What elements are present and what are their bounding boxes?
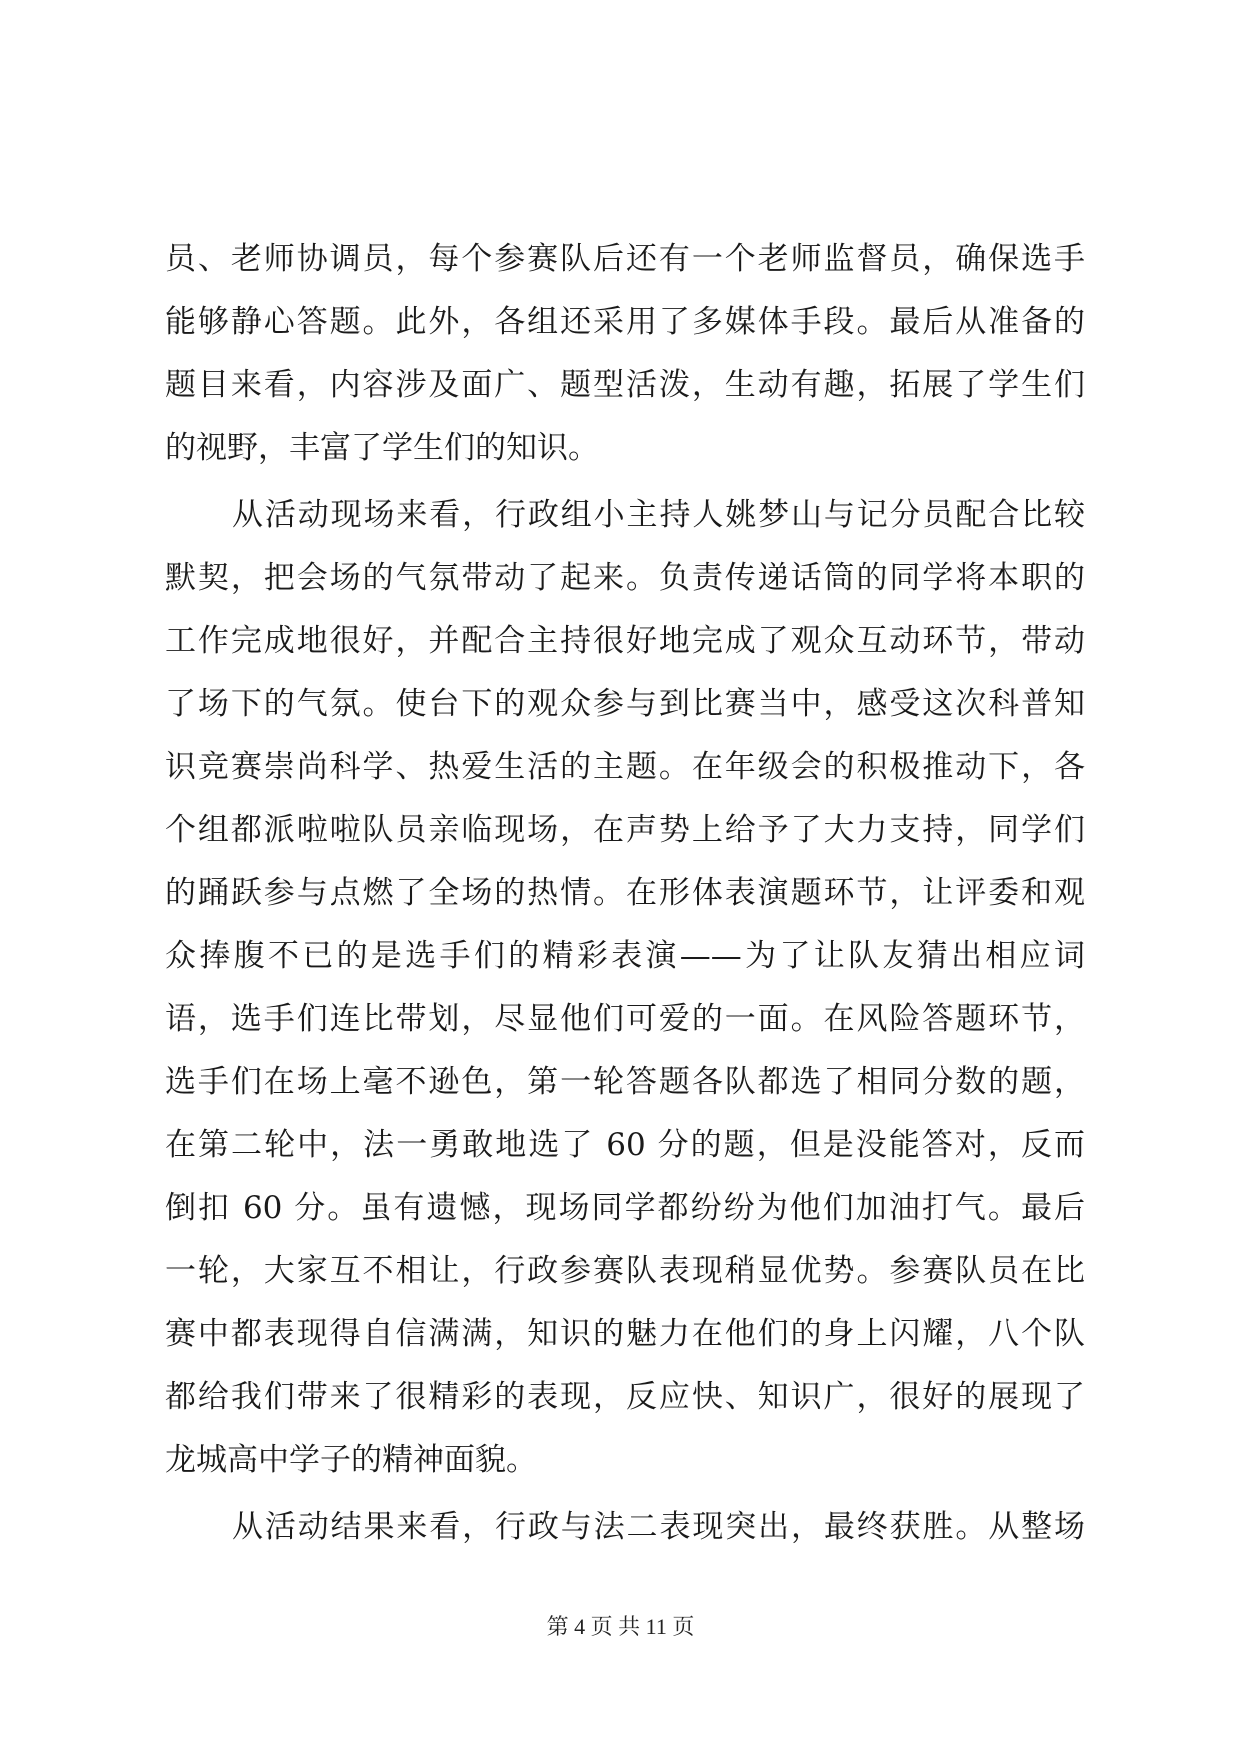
page-footer bbox=[0, 1612, 1241, 1642]
text-line: 语，选手们连比带划，尽显他们可爱的一面。在风险答题环节， bbox=[165, 1001, 1085, 1037]
text-line: 个组都派啦啦队员亲临现场，在声势上给予了大力支持，同学们 bbox=[165, 812, 1085, 848]
text-line: 龙城高中学子的精神面貌。 bbox=[165, 1442, 537, 1478]
text-line: 倒扣 60 分。虽有遗憾，现场同学都纷纷为他们加油打气。最后 bbox=[165, 1190, 1085, 1226]
text-line: 的视野，丰富了学生们的知识。 bbox=[165, 430, 599, 466]
text-line: 了场下的气氛。使台下的观众参与到比赛当中，感受这次科普知 bbox=[165, 686, 1085, 722]
text-line: 默契，把会场的气氛带动了起来。负责传递话筒的同学将本职的 bbox=[165, 560, 1085, 596]
text-line: 一轮，大家互不相让，行政参赛队表现稍显优势。参赛队员在比 bbox=[165, 1253, 1085, 1289]
page-number: 第 4 页 共 11 页 bbox=[546, 1614, 695, 1639]
paragraph bbox=[165, 484, 1085, 1492]
paragraph bbox=[165, 1496, 1085, 1559]
paragraph bbox=[165, 228, 1085, 480]
text-line: 从活动现场来看，行政组小主持人姚梦山与记分员配合比较 bbox=[232, 497, 1085, 533]
text-line: 识竞赛崇尚科学、热爱生活的主题。在年级会的积极推动下，各 bbox=[165, 749, 1085, 785]
text-line: 能够静心答题。此外，各组还采用了多媒体手段。最后从准备的 bbox=[165, 304, 1085, 340]
body-text bbox=[165, 228, 1085, 1559]
text-line: 在第二轮中，法一勇敢地选了 60 分的题，但是没能答对，反而 bbox=[165, 1127, 1085, 1163]
text-line: 员、老师协调员，每个参赛队后还有一个老师监督员，确保选手 bbox=[165, 241, 1085, 277]
text-line: 赛中都表现得自信满满，知识的魅力在他们的身上闪耀，八个队 bbox=[165, 1316, 1085, 1352]
text-line: 的踊跃参与点燃了全场的热情。在形体表演题环节，让评委和观 bbox=[165, 875, 1085, 911]
text-line: 从活动结果来看，行政与法二表现突出，最终获胜。从整场 bbox=[232, 1509, 1085, 1545]
text-line: 众捧腹不已的是选手们的精彩表演——为了让队友猜出相应词 bbox=[165, 938, 1085, 974]
text-line: 工作完成地很好，并配合主持很好地完成了观众互动环节，带动 bbox=[165, 623, 1085, 659]
text-line: 题目来看，内容涉及面广、题型活泼，生动有趣，拓展了学生们 bbox=[165, 367, 1085, 403]
text-line: 都给我们带来了很精彩的表现，反应快、知识广，很好的展现了 bbox=[165, 1379, 1085, 1415]
text-line: 选手们在场上毫不逊色，第一轮答题各队都选了相同分数的题， bbox=[165, 1064, 1085, 1100]
